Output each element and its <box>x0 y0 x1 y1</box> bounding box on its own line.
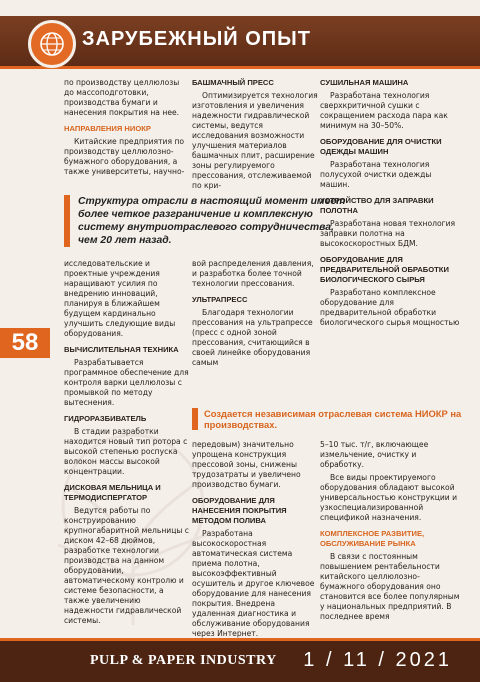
paragraph: В стадии разработки находится новый тип ротора с высокой степенью роспуска волокон массы высокой концентрации. <box>64 427 188 476</box>
paragraph: 5–10 тыс. т/г, включающее измельчение, очистку и обработку. <box>320 440 429 469</box>
paragraph: по производству целлюлозы до массоподготовки, производства бумаги и нанесения покрытия на нее. <box>64 78 180 117</box>
subheading: УСТРОЙСТВО ДЛЯ ЗАПРАВКИ ПОЛОТНА <box>320 196 434 215</box>
pull-quote-1: Структура отрасли в настоящий момент имеет более четкое разграничение и комплексную систему внутриотраслевого сотрудничества, чем 20 лет назад. <box>64 195 346 247</box>
paragraph: Все виды проектируемого оборудования обладают высокой универсальностью конструкции и узкоспециализированной спецификой назначения. <box>320 473 458 522</box>
subheading: НАПРАВЛЕНИЯ НИОКР <box>64 124 151 133</box>
column-2-middle <box>192 259 318 371</box>
pull-quote-2: Создается независимая отраслевая система НИОКР на производствах. <box>192 408 480 430</box>
paragraph: Разработана высокоскоростная автоматическая система приема полотна, высокоэффективный осушитель и другое ключевое оборудование для нанесения покрытия. Внедрена удаленная диагностика и обслуживание оборудования через Интернет. <box>192 529 315 638</box>
paragraph: Китайские предприятия по производству целлюлозно-бумажного оборудования, а также университеты, научно- <box>64 137 185 176</box>
subheading: СУШИЛЬНАЯ МАШИНА <box>320 78 409 87</box>
section-title: ЗАРУБЕЖНЫЙ ОПЫТ <box>82 28 311 50</box>
paragraph: Разработана технология сверхкритичной сушки с сокращением расхода пара как минимум на 30–50%. <box>320 91 448 130</box>
paragraph: Оптимизируется технология изготовления и увеличения надежности гидравлической системы, ведутся исследования возможности улучшения материалов башмачных плит, расширение зоны регулируемого прессования, отслеживаемой по кри- <box>192 91 318 190</box>
column-2-lower <box>192 440 318 642</box>
column-1 <box>64 78 190 180</box>
paragraph: Разрабатывается программное обеспечение для контроля варки целлюлозы с промывкой по методу вытеснения. <box>64 358 189 407</box>
header-accent-line <box>0 66 480 69</box>
paragraph: Разработано комплексное оборудование для предварительной обработки биологического сырья мощностью <box>320 288 460 327</box>
subheading: КОМПЛЕКСНОЕ РАЗВИТИЕ, ОБСЛУЖИВАНИЕ РЫНКА <box>320 529 425 548</box>
paragraph: Благодаря технологии прессования на ультрапрессе (пресс с одной зоной прессования, считающийся в своей линейке оборудования самым <box>192 308 313 367</box>
subheading: ГИДРОРАЗБИВАТЕЛЬ <box>64 414 147 423</box>
subheading: ВЫЧИСЛИТЕЛЬНАЯ ТЕХНИКА <box>64 345 179 354</box>
column-3-lower <box>320 440 460 625</box>
subheading: ДИСКОВАЯ МЕЛЬНИЦА И ТЕРМОДИСПЕРГАТОР <box>64 483 161 502</box>
issue-number: 1 / 11 / 2021 <box>303 649 452 671</box>
paragraph: Ведутся работы по конструированию крупногабаритной мельницы с диском 42–68 дюймов, разработке технологии производства на данном оборудовании, автоматическому контролю и системе безопасности, а также увеличению надежности гидравлической системы. <box>64 506 189 625</box>
article-body <box>0 78 480 638</box>
subheading: УЛЬТРАПРЕСС <box>192 295 248 304</box>
paragraph: передовым) значительно упрощена конструкция прессовой зоны, снижены трудозатраты и увеличено производство бумаги. <box>192 440 301 489</box>
subheading: ОБОРУДОВАНИЕ ДЛЯ НАНЕСЕНИЯ ПОКРЫТИЯ МЕТОДОМ ПОЛИВА <box>192 496 287 525</box>
column-1-lower <box>64 259 190 629</box>
paragraph: Разработана технология полусухой очистки одежды машин. <box>320 160 432 189</box>
column-2 <box>192 78 318 194</box>
subheading: ОБОРУДОВАНИЕ ДЛЯ ОЧИСТКИ ОДЕЖДЫ МАШИН <box>320 137 442 156</box>
magazine-title: PULP & PAPER INDUSTRY <box>90 653 277 668</box>
page-footer <box>0 638 480 682</box>
page-number: 58 <box>0 328 50 358</box>
subheading: ОБОРУДОВАНИЕ ДЛЯ ПРЕДВАРИТЕЛЬНОЙ ОБРАБОТКИ БИОЛОГИЧЕСКОГО СЫРЬЯ <box>320 255 449 284</box>
subheading: БАШМАЧНЫЙ ПРЕСС <box>192 78 274 87</box>
paragraph: В связи с постоянным повышением рентабельности китайского целлюлозно-бумажного оборудования оно становится все более популярным у национальных предприятий. В последнее время <box>320 552 460 621</box>
paragraph: Разработана новая технология заправки полотна на высокоскоростных БДМ. <box>320 219 456 248</box>
paragraph: вой распределения давления, и разработка более точной технологии прессования. <box>192 259 314 288</box>
paragraph: исследовательские и проектные учреждения наращивают усилия по внедрению инноваций, планируя в ближайшем будущем кардинально улучшить следующие виды оборудования. <box>64 259 176 338</box>
globe-logo-icon <box>28 20 76 68</box>
page-header <box>0 0 480 76</box>
